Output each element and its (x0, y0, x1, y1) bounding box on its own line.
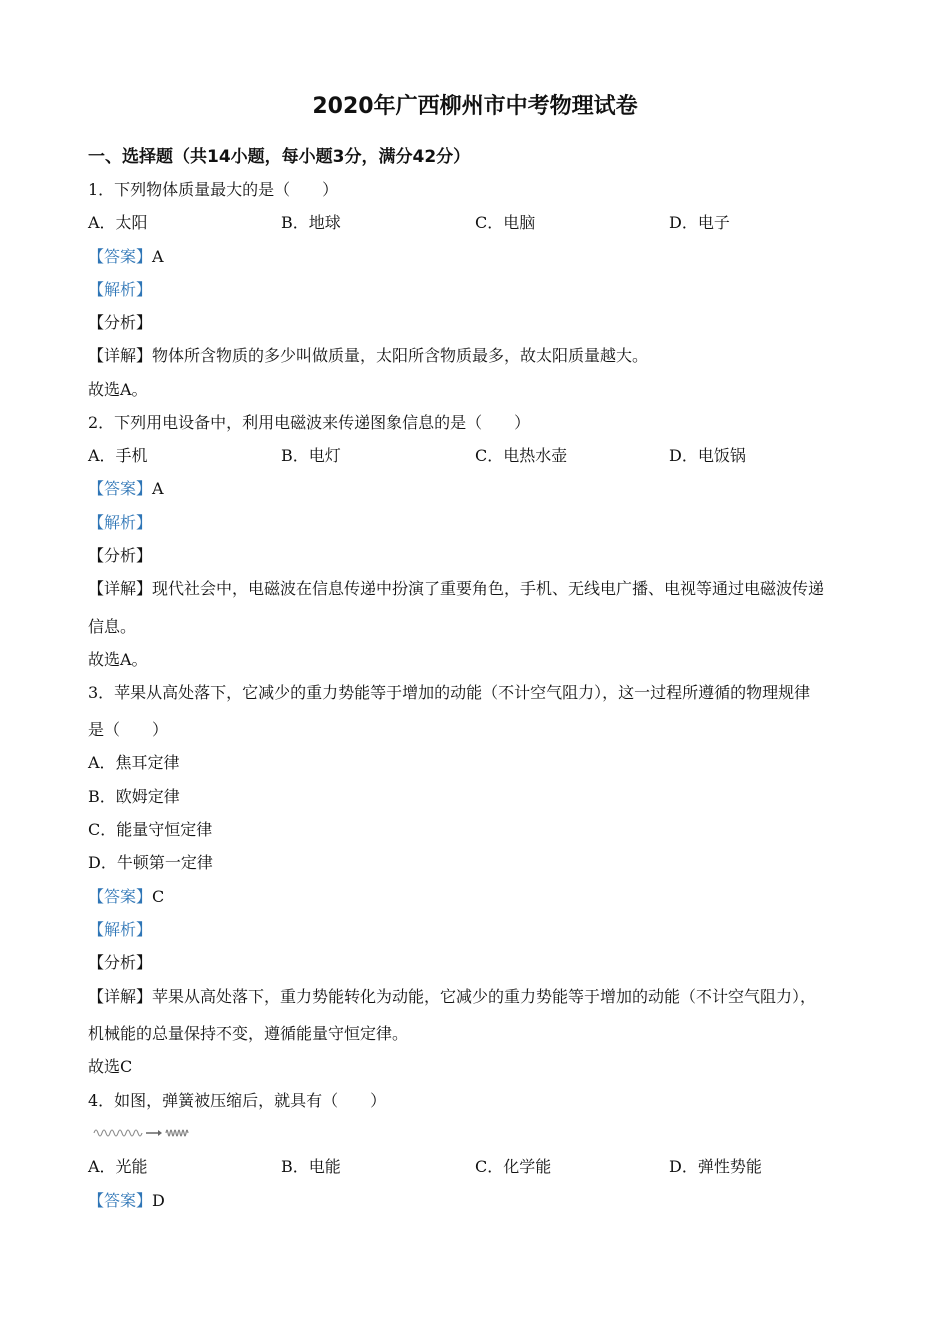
detail-tag: 【详解】 (88, 346, 153, 365)
question-1-conclusion: 故选A。 (88, 380, 148, 399)
option-b: B．电灯 (281, 446, 341, 465)
question-1-answer (88, 247, 164, 267)
exam-title: 2020年广西柳州市中考物理试卷 (312, 94, 638, 119)
option-c: C．电热水壶 (475, 446, 568, 465)
detail-text: 现代社会中，电磁波在信息传递中扮演了重要角色，手机、无线电广播、电视等通过电磁波传递 (152, 579, 825, 598)
question-4-options (88, 1157, 868, 1177)
question-3-answer (88, 887, 164, 907)
question-3-detail-cont: 机械能的总量保持不变，遵循能量守恒定律。 (88, 1024, 409, 1043)
option-c: C．电脑 (475, 213, 536, 232)
option-d: D．电子 (669, 213, 730, 232)
question-2-stem: 2．下列用电设备中，利用电磁波来传递图象信息的是（ ） (88, 413, 531, 432)
question-3-stem: 3．苹果从高处落下，它减少的重力势能等于增加的动能（不计空气阻力），这一过程所遵循的物理规律 (88, 683, 811, 702)
question-3-explain-tag: 【解析】 (88, 920, 153, 939)
detail-text: 苹果从高处落下，重力势能转化为动能，它减少的重力势能等于增加的动能（不计空气阻力）， (152, 987, 817, 1006)
question-3-conclusion: 故选C (88, 1057, 133, 1076)
question-1-stem: 1．下列物体质量最大的是（ ） (88, 180, 339, 199)
detail-tag: 【详解】 (88, 579, 153, 598)
option-b: B．电能 (281, 1157, 341, 1176)
question-2-detail (88, 579, 824, 599)
question-3-option-a: A．焦耳定律 (88, 753, 180, 772)
question-3-option-d: D．牛顿第一定律 (88, 853, 213, 872)
answer-value: A (152, 247, 164, 266)
option-a: A．光能 (88, 1157, 148, 1176)
arrow-head (158, 1130, 162, 1136)
option-a: A．手机 (88, 446, 148, 465)
detail-tag: 【详解】 (88, 987, 153, 1006)
question-4-stem: 4．如图，弹簧被压缩后，就具有（ ） (88, 1091, 387, 1110)
question-1-analysis: 【分析】 (88, 313, 153, 332)
section-heading: 一、选择题（共14小题，每小题3分，满分42分） (88, 147, 471, 167)
option-c: C．化学能 (475, 1157, 552, 1176)
question-3-analysis: 【分析】 (88, 953, 153, 972)
answer-tag: 【答案】 (88, 1191, 153, 1210)
question-1-detail (88, 346, 648, 366)
answer-value: C (152, 887, 165, 906)
question-2-detail-cont: 信息。 (88, 617, 137, 636)
spring-left (94, 1130, 142, 1136)
answer-tag: 【答案】 (88, 247, 153, 266)
answer-tag: 【答案】 (88, 479, 153, 498)
question-3-option-b: B．欧姆定律 (88, 787, 180, 806)
question-2-explain-tag: 【解析】 (88, 513, 153, 532)
question-3-option-c: C．能量守恒定律 (88, 820, 213, 839)
question-2-answer (88, 479, 164, 499)
option-a: A．太阳 (88, 213, 148, 232)
question-1-options (88, 213, 868, 233)
option-d: D．电饭锅 (669, 446, 746, 465)
question-2-conclusion: 故选A。 (88, 650, 148, 669)
option-b: B．地球 (281, 213, 341, 232)
option-d: D．弹性势能 (669, 1157, 762, 1176)
answer-tag: 【答案】 (88, 887, 153, 906)
question-3-detail (88, 987, 816, 1007)
spring-right (166, 1130, 188, 1136)
compressed-spring-figure (92, 1124, 192, 1142)
question-3-stem-cont: 是（ ） (88, 720, 169, 739)
question-2-analysis: 【分析】 (88, 546, 153, 565)
answer-value: D (152, 1191, 165, 1210)
question-4-answer (88, 1191, 165, 1211)
question-2-options (88, 446, 868, 466)
answer-value: A (152, 479, 164, 498)
detail-text: 物体所含物质的多少叫做质量，太阳所含物质最多，故太阳质量越大。 (152, 346, 649, 365)
question-1-explain-tag: 【解析】 (88, 280, 153, 299)
